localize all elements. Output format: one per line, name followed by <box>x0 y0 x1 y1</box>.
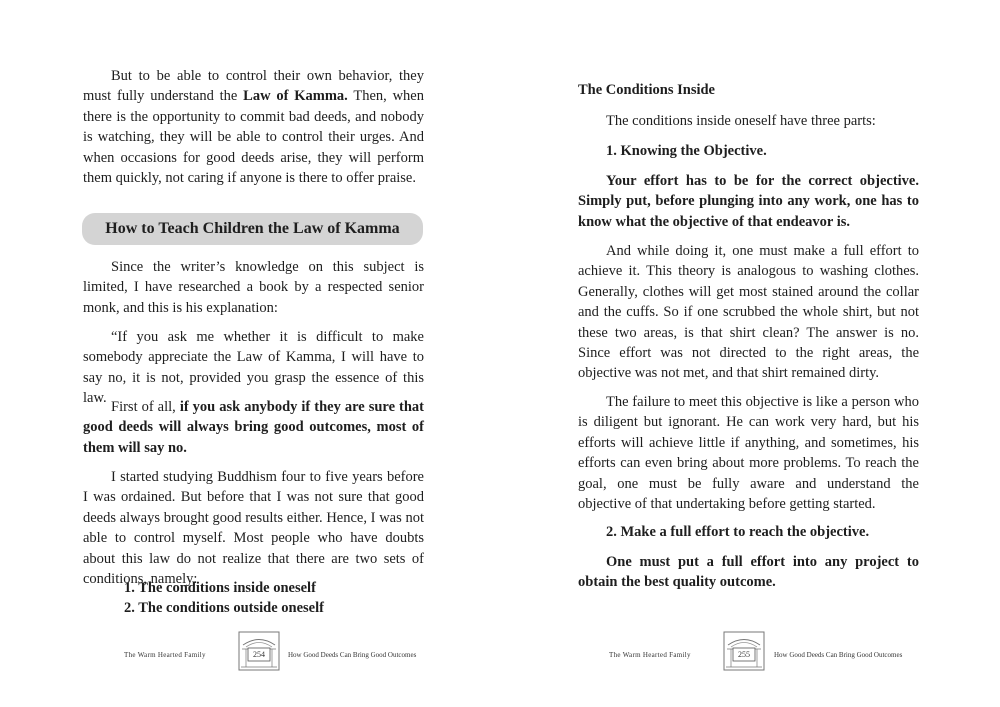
intro-text: But to be able to control their own behavior, they must fully understand the <box>83 68 424 105</box>
failure-paragraph: The failure to meet this objective is like a person who is diligent but ignorant. He can work very hard, but his efforts will achieve little if anything, and sometimes, his efforts can even bring about more problems. To reach the goal, one must be fully aware and understand the objective of that undertaking before getting started. <box>578 394 919 513</box>
writer-paragraph: Since the writer’s knowledge on this subject is limited, I have researched a book by a respected senior monk, and this is his explanation: <box>83 259 424 316</box>
footer-book-title: The Warm Hearted Family <box>609 651 691 659</box>
section-heading-text: How to Teach Children the Law of Kamma <box>105 220 400 237</box>
conditions-intro-paragraph: The conditions inside oneself have three parts: <box>606 113 876 129</box>
first-of-all-text: First of all, <box>111 399 180 415</box>
list-item: 2. The conditions outside oneself <box>124 600 324 617</box>
washing-clothes-paragraph: And while doing it, one must make a full effort to achieve it. This theory is analogous to washing clothes. Generally, clothes will get most stained around the collar and the cuffs. So if one scrubbed the whole shirt, but not these two areas, is that shirt clean? The answer is no. Since effort was not directed to the right areas, the objective was not met, and that shirt remained dirty. <box>578 243 919 382</box>
list-item: 1. The conditions inside oneself <box>124 580 316 596</box>
conditions-list <box>124 578 324 619</box>
intro-paragraph <box>83 66 424 188</box>
make-full-effort-heading: 2. Make a full effort to reach the objective. <box>606 524 870 540</box>
knowing-objective-heading: 1. Knowing the Objective. <box>606 143 767 159</box>
footer-chapter-title: How Good Deeds Can Bring Good Outcomes <box>288 651 417 659</box>
conditions-inside-heading: The Conditions Inside <box>578 82 715 98</box>
intro-text-continued: Then, when there is the opportunity to commit bad deeds, and nobody is watching, they will be able to control their urges. And when occasions for good deeds arise, they will perform them quickly, not caring if anyone is there to offer praise. <box>83 88 424 187</box>
footer-book-title: The Warm Hearted Family <box>124 651 206 659</box>
law-of-kamma-text: Law of Kamma. <box>243 88 348 105</box>
page-number: 255 <box>738 650 750 659</box>
first-of-all-paragraph <box>83 397 424 458</box>
quote-paragraph: “If you ask me whether it is difficult to make somebody appreciate the Law of Kamma, I will have to say no, it is not, provided you grasp the essence of this law. <box>83 329 424 407</box>
first-of-all-bold-text: if you ask anybody if they are sure that good deeds will always bring good outcomes, most of them will say no. <box>83 399 425 456</box>
page-number: 254 <box>253 650 265 659</box>
footer-chapter-title: How Good Deeds Can Bring Good Outcomes <box>774 651 903 659</box>
effort-paragraph: Your effort has to be for the correct objective. Simply put, before plunging into any work, one has to know what the objective of that endeavor is. <box>578 173 919 230</box>
full-effort-paragraph: One must put a full effort into any project to obtain the best quality outcome. <box>578 554 919 591</box>
section-heading <box>82 213 423 245</box>
studying-paragraph: I started studying Buddhism four to five years before I was ordained. But before that I was not sure that good deeds always brought good results either. Hence, I was not able to control myself. Most people who have doubts about this law do not realize that there are two sets of conditions, namely: <box>83 469 424 588</box>
